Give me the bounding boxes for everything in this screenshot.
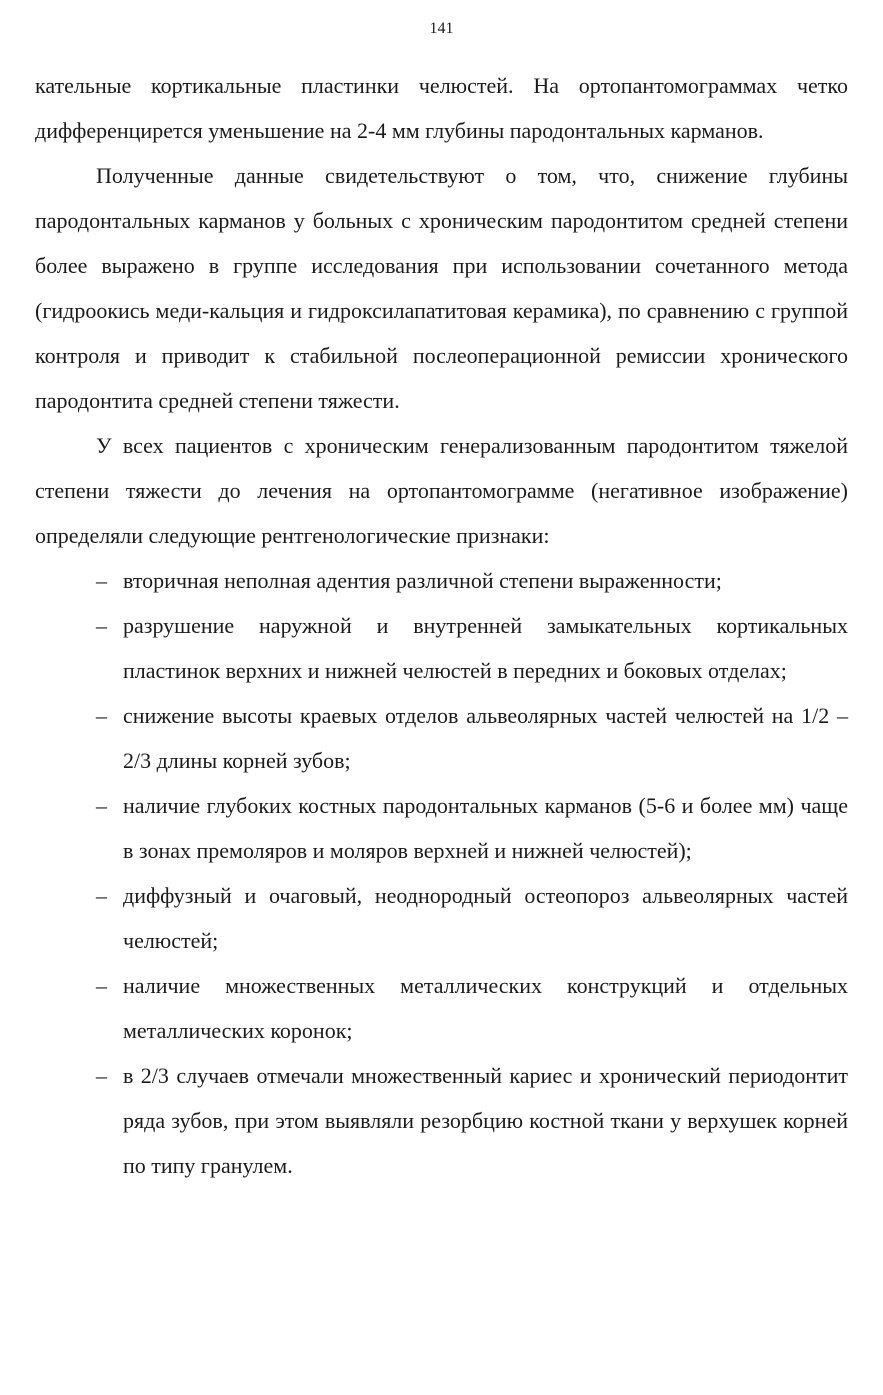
dash-marker: – xyxy=(96,973,107,998)
list-item-text: в 2/3 случаев отмечали множественный кариес и хронический периодонтит ряда зубов, при этом выявляли резорбцию костной ткани у верхушек корней по типу гранулем. xyxy=(123,1063,848,1178)
paragraph-continuation: кательные кортикальные пластинки челюстей. На ортопантомограммах четко дифференцирется уменьшение на 2-4 мм глубины пародонтальных карманов. xyxy=(35,73,848,143)
dash-marker: – xyxy=(96,613,107,638)
dash-marker: – xyxy=(96,703,107,728)
list-item-text: наличие множественных металлических конструкций и отдельных металлических коронок; xyxy=(123,973,848,1043)
list-item xyxy=(35,558,848,603)
page-number: 141 xyxy=(429,20,454,37)
radiological-signs-list xyxy=(35,558,848,1188)
list-item-text: разрушение наружной и внутренней замыкательных кортикальных пластинок верхних и нижней челюстей в передних и боковых отделах; xyxy=(123,613,848,683)
list-item xyxy=(35,783,848,873)
list-item xyxy=(35,1053,848,1188)
paragraph-severe-signs-intro: У всех пациентов с хроническим генерализованным пародонтитом тяжелой степени тяжести до лечения на ортопантомограмме (негативное изображение) определяли следующие рентгенологические признаки: xyxy=(35,433,848,548)
dash-marker: – xyxy=(96,1063,107,1088)
list-item-text: диффузный и очаговый, неоднородный остеопороз альвеолярных частей челюстей; xyxy=(123,883,848,953)
dash-marker: – xyxy=(96,793,107,818)
list-item-text: снижение высоты краевых отделов альвеолярных частей челюстей на 1/2 – 2/3 длины корней зубов; xyxy=(123,703,848,773)
dash-marker: – xyxy=(96,883,107,908)
list-item xyxy=(35,693,848,783)
list-item xyxy=(35,603,848,693)
dash-marker: – xyxy=(96,568,107,593)
paragraph-results: Полученные данные свидетельствуют о том, что, снижение глубины пародонтальных карманов у больных с хроническим пародонтитом средней степени более выражено в группе исследования при использовании сочетанного метода (гидроокись меди-кальция и гидроксилапатитовая керамика), по сравнению с группой контроля и приводит к стабильной послеоперационной ремиссии хронического пародонтита средней степени тяжести. xyxy=(35,163,848,413)
list-item-text: вторичная неполная адентия различной степени выраженности; xyxy=(123,568,722,593)
list-item-text: наличие глубоких костных пародонтальных карманов (5-6 и более мм) чаще в зонах премоляров и моляров верхней и нижней челюстей); xyxy=(123,793,848,863)
page-body xyxy=(35,63,848,1188)
list-item xyxy=(35,963,848,1053)
list-item xyxy=(35,873,848,963)
